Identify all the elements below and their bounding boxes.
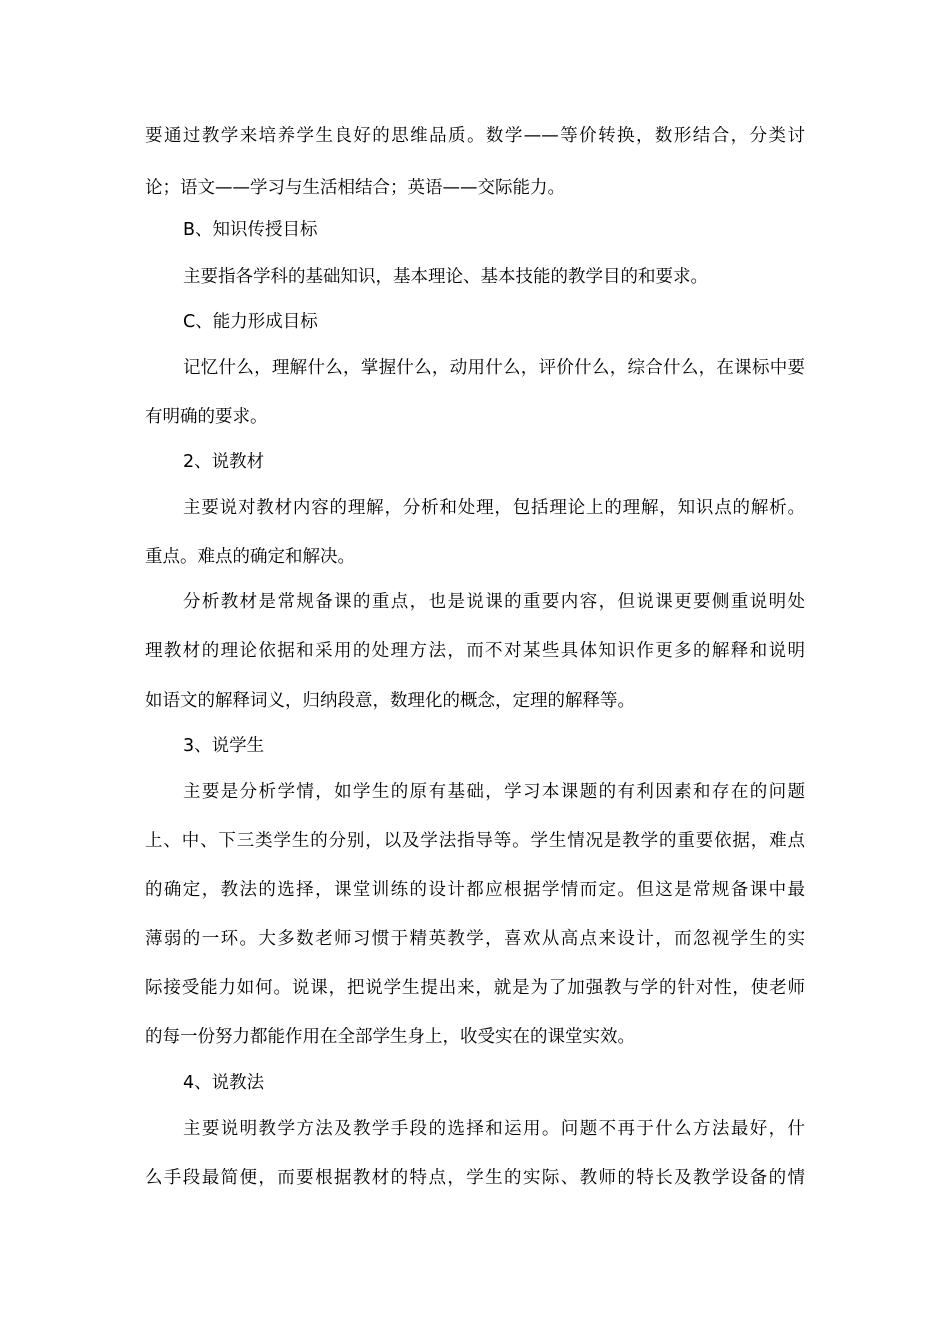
body-text-line [0, 686, 950, 716]
line-text: 要通过教学来培养学生良好的思维品质。数学——等价转换，数形结合，分类讨 [145, 126, 805, 146]
line-text: 的确定，教法的选择，课堂训练的设计都应根据学情而定。但这是常规备课中最 [145, 880, 805, 900]
line-text: 主要是分析学情，如学生的原有基础，学习本课题的有利因素和存在的问题 [183, 782, 805, 802]
line-text: 分析教材是常规备课的重点，也是说课的重要内容，但说课更要侧重说明处 [183, 592, 805, 612]
line-text: 理教材的理论依据和采用的处理方法，而不对某些具体知识作更多的解释和说明 [145, 641, 805, 661]
body-text-line [0, 402, 950, 432]
section-heading [0, 307, 950, 337]
body-text-line [0, 1022, 950, 1052]
line-text: 的每一份努力都能作用在全部学生身上，收受实在的课堂实效。 [145, 1027, 635, 1047]
heading-text: C、能力形成目标 [183, 312, 318, 332]
section-heading [0, 215, 950, 245]
line-text: 主要指各学科的基础知识，基本理论、基本技能的教学目的和要求。 [183, 267, 708, 287]
line-text: 主要说对教材内容的理解，分析和处理，包括理论上的理解，知识点的解析。 [183, 498, 805, 518]
heading-text: 3、说学生 [183, 736, 265, 756]
body-text-line [0, 924, 950, 954]
section-heading [0, 731, 950, 761]
body-text-line [0, 1114, 950, 1144]
line-text: 么手段最简便，而要根据教材的特点，学生的实际、教师的特长及教学设备的情 [145, 1168, 805, 1188]
line-text: 际接受能力如何。说课，把说学生提出来，就是为了加强教与学的针对性，使老师 [145, 978, 805, 998]
body-text-line [0, 542, 950, 572]
line-text: 有明确的要求。 [145, 407, 268, 427]
body-text-line [0, 262, 950, 292]
line-text: 记忆什么，理解什么，掌握什么，动用什么，评价什么，综合什么，在课标中要 [183, 358, 805, 378]
body-text-line [0, 777, 950, 807]
section-heading [0, 1068, 950, 1098]
line-text: 如语文的解释词义，归纳段意，数理化的概念，定理的解释等。 [145, 691, 635, 711]
line-text: 薄弱的一环。大多数老师习惯于精英教学，喜欢从高点来设计，而忽视学生的实 [145, 929, 805, 949]
heading-text: B、知识传授目标 [183, 220, 318, 240]
body-text-line [0, 875, 950, 905]
body-text-line [0, 353, 950, 383]
heading-text: 2、说教材 [183, 452, 265, 472]
body-text-line [0, 1163, 950, 1193]
line-text: 重点。难点的确定和解决。 [145, 547, 355, 567]
line-text: 上、中、下三类学生的分别，以及学法指导等。学生情况是教学的重要依据，难点 [145, 831, 805, 851]
section-heading [0, 447, 950, 477]
body-text-line [0, 587, 950, 617]
line-text: 主要说明教学方法及教学手段的选择和运用。问题不再于什么方法最好，什 [183, 1119, 805, 1139]
body-text-line [0, 636, 950, 666]
body-text-line [0, 173, 950, 203]
body-text-line [0, 493, 950, 523]
body-text-line [0, 973, 950, 1003]
line-text: 论；语文——学习与生活相结合；英语——交际能力。 [145, 178, 565, 198]
body-text-line [0, 121, 950, 151]
heading-text: 4、说教法 [183, 1073, 265, 1093]
body-text-line [0, 826, 950, 856]
